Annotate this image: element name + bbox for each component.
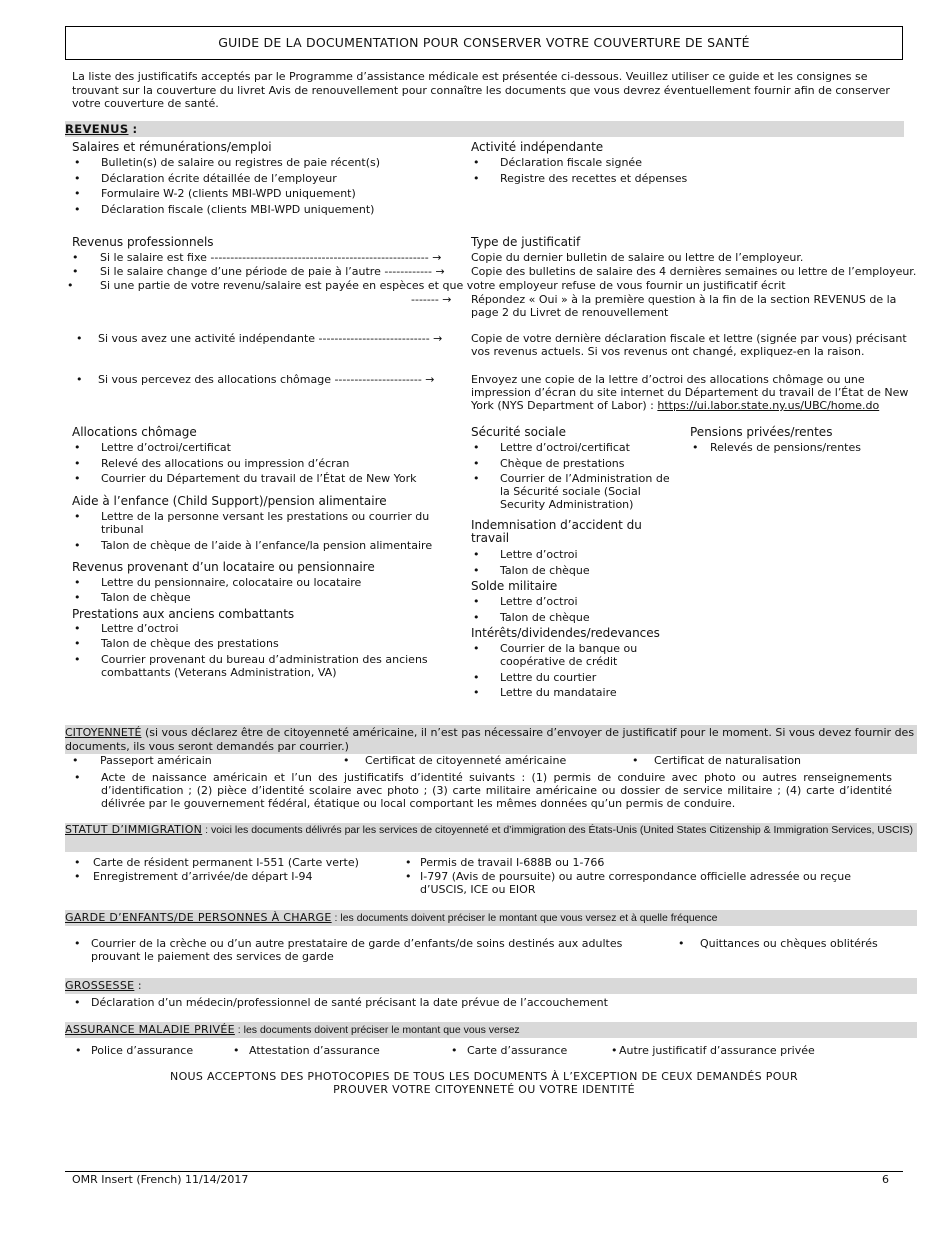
list-item: • Déclaration d’un médecin/professionnel de santé précisant la date prévue de l’accouchement [72,996,892,1009]
prof-row-5: • Si vous avez une activité indépendante ---------------------------- → [76,332,443,345]
prof-row-left: ------- → [411,293,452,306]
professionnels-title: Revenus professionnels [72,235,214,249]
immigration-heading: STATUT D’IMMIGRATION [65,823,203,836]
independante-block [471,140,891,187]
prof-row-left: Si le salaire est fixe ------------------------------------------------------- → [100,251,442,264]
garde-heading: GARDE D’ENFANTS/DE PERSONNES À CHARGE [65,911,332,924]
intro-paragraph: La liste des justificatifs acceptés par le Programme d’assistance médicale est présentée ci-dessous. Veuillez utiliser ce guide et les consignes se trouvant sur la couverture du livret Avis de renouvellement pour connaître les documents que vous devrez éventuellement fournir afin de conserver votre couverture de santé. [72,70,890,110]
assurance-item-label: Police d’assurance [91,1044,194,1057]
prof-row-right: Copie du dernier bulletin de salaire ou lettre de l’employeur. [471,251,804,264]
assurance-heading: ASSURANCE MALADIE PRIVÉE [65,1023,235,1036]
list-item: • Quittances ou chèques oblitérés [676,937,906,950]
prof-row-left: Si le salaire change d’une période de paie à l’autre ------------ → [100,265,445,278]
garde-list-left [72,937,632,966]
list-item: • Talon de chèque [471,564,671,577]
grossesse-header [65,978,917,994]
list-item: • Lettre d’octroi [72,622,457,635]
list-item: • Courrier de la banque ou coopérative de crédit [471,642,671,668]
labor-link[interactable]: https://ui.labor.state.ny.us/UBC/home.do [657,399,880,412]
closing-line-1: NOUS ACCEPTONS DES PHOTOCOPIES DE TOUS LES DOCUMENTS À L’EXCEPTION DE CEUX DEMANDÉS POUR [170,1070,798,1083]
prof-row-right: Copie de votre dernière déclaration fiscale et lettre (signée par vous) précisant vos revenus actuels. Si vos revenus ont changé, expliquez-en la raison. [471,332,907,358]
list-item: • I-797 (Avis de poursuite) ou autre correspondance officielle adressée ou reçue d’USCIS, ICE ou EIOR [403,870,883,896]
prof-row-right: Répondez « Oui » à la première question à la fin de la section REVENUS de la page 2 du Livret de renouvellement [471,293,897,319]
list-item: • Permis de travail I-688B ou 1-766 [403,856,883,869]
citoyennete-header [65,725,917,754]
list-item: • Talon de chèque [471,611,671,624]
assurance-item-3: • Carte d’assurance [451,1044,568,1057]
assurance-item-1: • Police d’assurance [75,1044,194,1057]
prof-row-left: Si une partie de votre revenu/salaire est payée en espèces et que votre employeur refuse de vous fournir un justificatif écrit [100,279,786,292]
immigration-left-list [72,856,392,886]
prof-row-1: • Si le salaire est fixe ------------------------------------------------------- → [72,251,442,264]
revenus-heading: REVENUS [65,122,129,136]
interets-title: Intérêts/dividendes/redevances [471,626,660,640]
citizenship-item-label: Certificat de citoyenneté américaine [365,754,567,767]
garde-list-right [676,937,906,953]
list-item: • Bulletin(s) de salaire ou registres de paie récent(s) [72,156,452,169]
prof-row-right [471,373,916,412]
left-lower-column [72,425,457,681]
independante-title: Activité indépendante [471,140,604,154]
list-item: • Lettre d’octroi [471,595,671,608]
grossesse-colon: : [134,979,142,992]
prof-row-4 [411,293,452,306]
closing-statement [65,1070,903,1096]
salaires-block [72,140,452,218]
prof-row-6: • Si vous percevez des allocations chômage ---------------------- → [76,373,435,386]
prof-row-3: • Si une partie de votre revenu/salaire est payée en espèces et que votre employeur refuse de vous fournir un justificatif écrit [67,279,786,292]
child-support-title: Aide à l’enfance (Child Support)/pension alimentaire [72,494,387,508]
citizenship-item-2: • Certificat de citoyenneté américaine [343,754,567,767]
list-item: • Registre des recettes et dépenses [471,172,891,185]
militaire-title: Solde militaire [471,579,558,593]
list-item: • Acte de naissance américain et l’un des justificatifs d’identité suivants : (1) permis de conduire avec photo ou autres renseignements d’identification ; (2) pièce d’identité scolaire avec photo ; (3) carte militaire américaine ou dossier de service militaire ; (4) carte d’identité délivrée par le gouvernement fédéral, étatique ou local comportant les mêmes données qu’un permis de conduire. [72,771,892,810]
pensions-title: Pensions privées/rentes [690,425,833,439]
footer-label: OMR Insert (French) 11/14/2017 [72,1173,249,1186]
list-item: • Lettre du mandataire [471,686,671,699]
grossesse-list [72,996,892,1012]
prof-row-right: Copie des bulletins de salaire des 4 dernières semaines ou lettre de l’employeur. [471,265,917,278]
list-item: • Courrier de la crèche ou d’un autre prestataire de garde d’enfants/de soins destinés aux adultes prouvant le paiement des services de garde [72,937,632,963]
prof-row-2: • Si le salaire change d’une période de paie à l’autre ------------ → [72,265,445,278]
immigration-header [65,823,917,852]
list-item: • Lettre d’octroi/certificat [471,441,671,454]
list-item: • Enregistrement d’arrivée/de départ I-94 [72,870,392,883]
assurance-item-label: Autre justificatif d’assurance privée [619,1044,815,1057]
list-item: • Courrier provenant du bureau d’administration des anciens combattants (Veterans Administration, VA) [72,653,457,679]
list-item: • Chèque de prestations [471,457,671,470]
pensions-block [690,425,905,457]
list-item: • Talon de chèque des prestations [72,637,457,650]
accident-title: Indemnisation d’accident du travail [471,518,642,545]
list-item: • Déclaration écrite détaillée de l’employeur [72,172,452,185]
citizenship-item-3: • Certificat de naturalisation [632,754,802,767]
list-item: • Lettre du courtier [471,671,671,684]
prof-row-left: Si vous avez une activité indépendante ---------------------------- → [98,332,443,345]
list-item: • Lettre d’octroi [471,548,671,561]
list-item: • Courrier du Département du travail de l’État de New York [72,472,457,485]
salaires-title: Salaires et rémunérations/emploi [72,140,272,154]
assurance-item-label: Attestation d’assurance [249,1044,380,1057]
chomage-instructions: Envoyez une copie de la lettre d’octroi des allocations chômage ou une impression d’écran du site internet du Département du travail de l’État de New York (NYS Department of Labor) : [471,373,909,412]
type-justificatif-title: Type de justificatif [471,235,581,249]
list-item: • Carte de résident permanent I-551 (Carte verte) [72,856,392,869]
list-item: • Talon de chèque de l’aide à l’enfance/la pension alimentaire [72,539,457,552]
list-item: • Déclaration fiscale signée [471,156,891,169]
immigration-right-list [403,856,883,899]
combattants-title: Prestations aux anciens combattants [72,606,295,621]
grossesse-heading: GROSSESSE [65,979,135,992]
list-item: • Relevés de pensions/rentes [690,441,905,454]
garde-note: : les documents doivent préciser le montant que vous versez et à quelle fréquence [331,912,718,924]
citoyennete-heading: CITOYENNETÉ [65,726,142,739]
citizenship-birth-list [72,771,892,813]
garde-header [65,910,917,926]
assurance-item-4: • Autre justificatif d’assurance privée [611,1044,815,1057]
list-item: • Lettre de la personne versant les prestations ou courrier du tribunal [72,510,457,536]
revenus-header [65,121,904,137]
list-item: • Courrier de l’Administration de la Sécurité sociale (Social Security Administration) [471,472,671,511]
assurance-item-label: Carte d’assurance [467,1044,568,1057]
citizenship-item-1: • Passeport américain [72,754,212,767]
page-title: GUIDE DE LA DOCUMENTATION POUR CONSERVER VOTRE COUVERTURE DE SANTÉ [65,26,903,60]
revenus-colon: : [128,122,138,136]
assurance-item-2: • Attestation d’assurance [233,1044,380,1057]
immigration-note: : voici les documents délivrés par les services de citoyenneté et d’immigration des États-Unis (United States Citizenship & Immigration Services, USCIS) [202,824,913,836]
prof-row-left: Si vous percevez des allocations chômage ---------------------- → [98,373,435,386]
securite-title: Sécurité sociale [471,425,566,439]
assurance-header [65,1022,917,1038]
assurance-note: : les documents doivent préciser le montant que vous versez [234,1024,520,1036]
citoyennete-note: (si vous déclarez être de citoyenneté américaine, il n’est pas nécessaire d’envoyer de justificatif pour le moment. Si vous devez fournir des documents, ils vous seront demandés par courrier.) [65,726,915,753]
list-item: • Déclaration fiscale (clients MBI-WPD uniquement) [72,203,452,216]
footer-divider [65,1171,903,1172]
citizenship-item-label: Passeport américain [100,754,212,767]
list-item: • Relevé des allocations ou impression d’écran [72,457,457,470]
list-item: • Lettre du pensionnaire, colocataire ou locataire [72,576,457,589]
middle-lower-column [471,425,671,702]
closing-line-2: PROUVER VOTRE CITOYENNETÉ OU VOTRE IDENTITÉ [333,1083,635,1096]
locataire-title: Revenus provenant d’un locataire ou pensionnaire [72,559,375,574]
citizenship-item-label: Certificat de naturalisation [654,754,802,767]
list-item: • Formulaire W-2 (clients MBI-WPD uniquement) [72,187,452,200]
chomage-title: Allocations chômage [72,425,197,439]
page-number: 6 [882,1173,889,1186]
list-item: • Lettre d’octroi/certificat [72,441,457,454]
list-item: • Talon de chèque [72,591,457,604]
